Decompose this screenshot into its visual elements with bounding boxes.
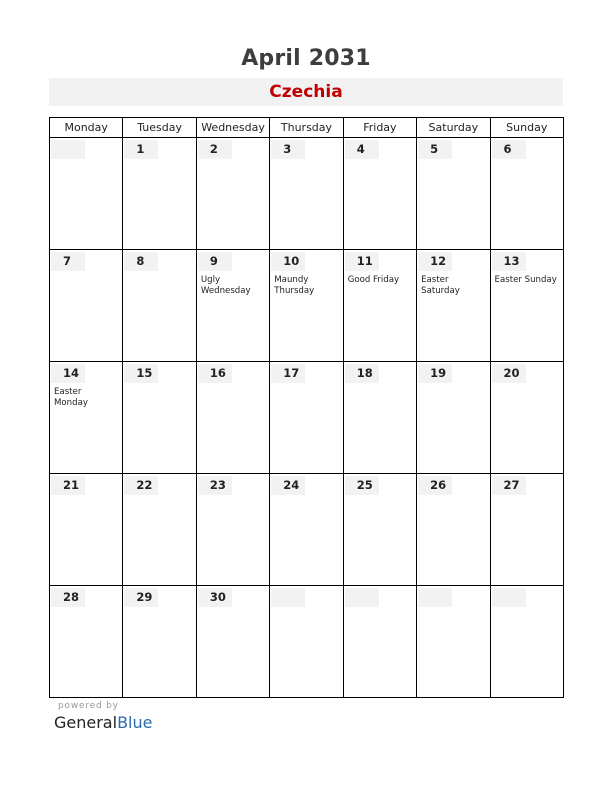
week-row	[50, 250, 564, 362]
holiday-label: Good Friday	[347, 275, 400, 285]
powered-by-text: powered by	[58, 701, 119, 711]
day-cell	[123, 586, 196, 698]
day-cell	[490, 362, 563, 474]
day-number: 26	[418, 476, 452, 495]
day-cell	[196, 250, 269, 362]
day-cell	[490, 474, 563, 586]
weekday-sunday: Sunday	[490, 118, 563, 138]
day-number	[271, 588, 305, 607]
day-cell	[417, 586, 490, 698]
day-cell	[490, 586, 563, 698]
day-number: 30	[198, 588, 232, 607]
day-cell	[50, 474, 123, 586]
day-number: 16	[198, 364, 232, 383]
day-cell	[343, 474, 416, 586]
day-number	[345, 588, 379, 607]
holiday-label: Ugly Wednesday	[200, 275, 251, 296]
day-number	[51, 140, 85, 159]
day-number	[418, 588, 452, 607]
holiday-label: Easter Monday	[54, 387, 88, 408]
day-cell	[270, 586, 343, 698]
day-cell	[270, 250, 343, 362]
day-cell	[50, 362, 123, 474]
week-row	[50, 138, 564, 250]
page-title: April 2031	[241, 46, 371, 71]
day-number: 4	[345, 140, 379, 159]
day-cell	[50, 138, 123, 250]
day-number: 9	[198, 252, 232, 271]
day-number: 27	[492, 476, 526, 495]
generalblue-logo[interactable]	[54, 713, 152, 732]
weekday-wednesday: Wednesday	[196, 118, 269, 138]
week-row	[50, 474, 564, 586]
day-number: 7	[51, 252, 85, 271]
day-number: 5	[418, 140, 452, 159]
day-cell	[343, 362, 416, 474]
day-cell	[343, 586, 416, 698]
weekday-tuesday: Tuesday	[123, 118, 196, 138]
day-number: 3	[271, 140, 305, 159]
weekday-header-row	[50, 118, 564, 138]
day-cell	[343, 250, 416, 362]
day-cell	[123, 250, 196, 362]
day-number: 10	[271, 252, 305, 271]
weekday-thursday: Thursday	[270, 118, 343, 138]
day-cell	[270, 138, 343, 250]
day-number: 11	[345, 252, 379, 271]
day-number: 25	[345, 476, 379, 495]
holiday-label: Maundy Thursday	[274, 275, 315, 296]
day-cell	[417, 250, 490, 362]
day-cell	[50, 586, 123, 698]
day-number: 6	[492, 140, 526, 159]
day-cell	[196, 138, 269, 250]
day-number: 24	[271, 476, 305, 495]
day-number: 8	[124, 252, 158, 271]
holiday-label: Easter Sunday	[494, 275, 557, 285]
day-number: 19	[418, 364, 452, 383]
holiday-label: Easter Saturday	[421, 275, 460, 296]
day-number: 2	[198, 140, 232, 159]
day-number: 20	[492, 364, 526, 383]
day-cell	[123, 362, 196, 474]
day-number: 28	[51, 588, 85, 607]
day-number: 13	[492, 252, 526, 271]
weekday-saturday: Saturday	[417, 118, 490, 138]
day-cell	[123, 474, 196, 586]
brand-general: General	[54, 713, 118, 732]
country-banner	[49, 78, 563, 106]
weekday-monday: Monday	[50, 118, 123, 138]
day-number: 12	[418, 252, 452, 271]
calendar-grid	[49, 117, 564, 698]
day-number: 17	[271, 364, 305, 383]
day-cell	[50, 250, 123, 362]
day-cell	[196, 362, 269, 474]
day-cell	[123, 138, 196, 250]
day-cell	[343, 138, 416, 250]
week-row	[50, 586, 564, 698]
day-number: 18	[345, 364, 379, 383]
day-cell	[417, 138, 490, 250]
day-cell	[270, 362, 343, 474]
day-cell	[417, 474, 490, 586]
week-row	[50, 362, 564, 474]
day-cell	[490, 138, 563, 250]
day-number: 1	[124, 140, 158, 159]
day-number	[492, 588, 526, 607]
weekday-friday: Friday	[343, 118, 416, 138]
day-cell	[490, 250, 563, 362]
day-cell	[270, 474, 343, 586]
day-number: 15	[124, 364, 158, 383]
country-name: Czechia	[269, 82, 343, 102]
day-cell	[417, 362, 490, 474]
day-number: 29	[124, 588, 158, 607]
day-cell	[196, 474, 269, 586]
brand-blue: Blue	[117, 713, 153, 732]
day-number: 21	[51, 476, 85, 495]
day-cell	[196, 586, 269, 698]
day-number: 22	[124, 476, 158, 495]
day-number: 23	[198, 476, 232, 495]
day-number: 14	[51, 364, 85, 383]
